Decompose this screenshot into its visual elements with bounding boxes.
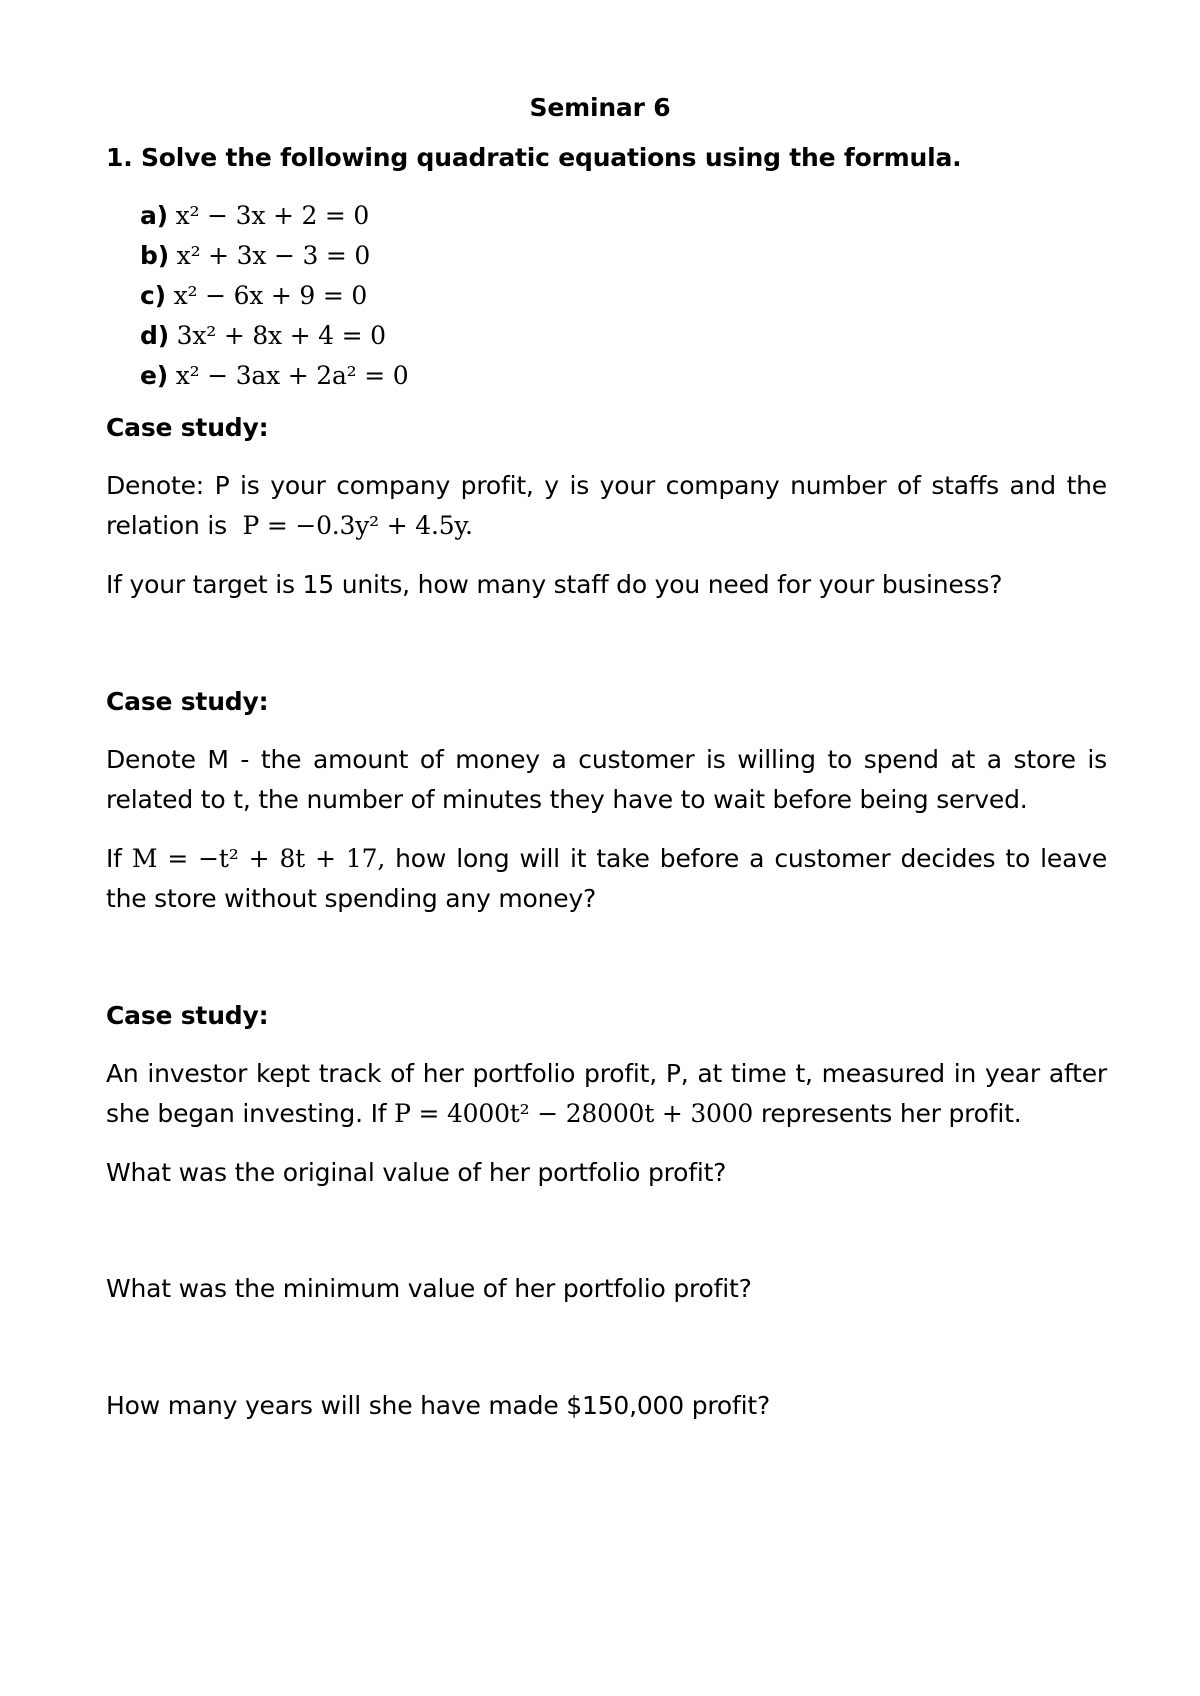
case-study-2-line-3 [106,843,1107,875]
case-study-2-line-2: related to t, the number of minutes they have to wait before being served. [106,785,1028,814]
question-1-heading: 1. Solve the following quadratic equations using the formula. [106,143,962,172]
equation-text: x² − 6x + 9 = 0 [173,281,368,310]
case-study-2-heading: Case study: [106,687,269,716]
case-study-2-line-4: the store without spending any money? [106,884,597,913]
page-title: Seminar 6 [529,93,671,122]
case-study-1-line-2 [106,510,473,542]
equation-label: d) [140,321,169,350]
case-study-2-line-1: Denote M - the amount of money a customer is willing to spend at a store is [106,745,1107,774]
case-study-3-question-2: What was the minimum value of her portfolio profit? [106,1274,752,1303]
equation-item-e [140,360,408,392]
equation-item-d [140,320,386,352]
line-text: If [106,844,122,873]
equation-label: c) [140,281,166,310]
equation-text: x² − 3x + 2 = 0 [175,201,370,230]
case-study-1-question: If your target is 15 units, how many staff do you need for your business? [106,570,1003,599]
equation-item-b [140,240,370,272]
case-study-1-heading: Case study: [106,413,269,442]
equation-text: 3x² + 8x + 4 = 0 [176,321,386,350]
case-study-3-question-3: How many years will she have made $150,000 profit? [106,1391,771,1420]
money-formula: M = −t² + 8t + 17, [131,844,386,873]
line-text: relation is [106,511,227,540]
case-study-3-question-1: What was the original value of her portfolio profit? [106,1158,727,1187]
line-text: represents her profit. [760,1099,1022,1128]
equation-item-a [140,200,369,232]
case-study-1-line-1: Denote: P is your company profit, y is your company number of staffs and the [106,471,1107,500]
case-study-3-line-2 [106,1098,1021,1130]
portfolio-formula: P = 4000t² − 28000t + 3000 [394,1099,754,1128]
line-text: she began investing. If [106,1099,387,1128]
equation-text: x² − 3ax + 2a² = 0 [175,361,409,390]
equation-item-c [140,280,367,312]
line-text: how long will it take before a customer decides to leave [395,844,1107,873]
equation-text: x² + 3x − 3 = 0 [176,241,371,270]
case-study-3-heading: Case study: [106,1001,269,1030]
profit-formula: P = −0.3y² + 4.5y. [242,511,473,540]
equation-label: e) [140,361,168,390]
case-study-3-line-1: An investor kept track of her portfolio profit, P, at time t, measured in year after [106,1059,1107,1088]
equation-label: b) [140,241,169,270]
equation-label: a) [140,201,168,230]
